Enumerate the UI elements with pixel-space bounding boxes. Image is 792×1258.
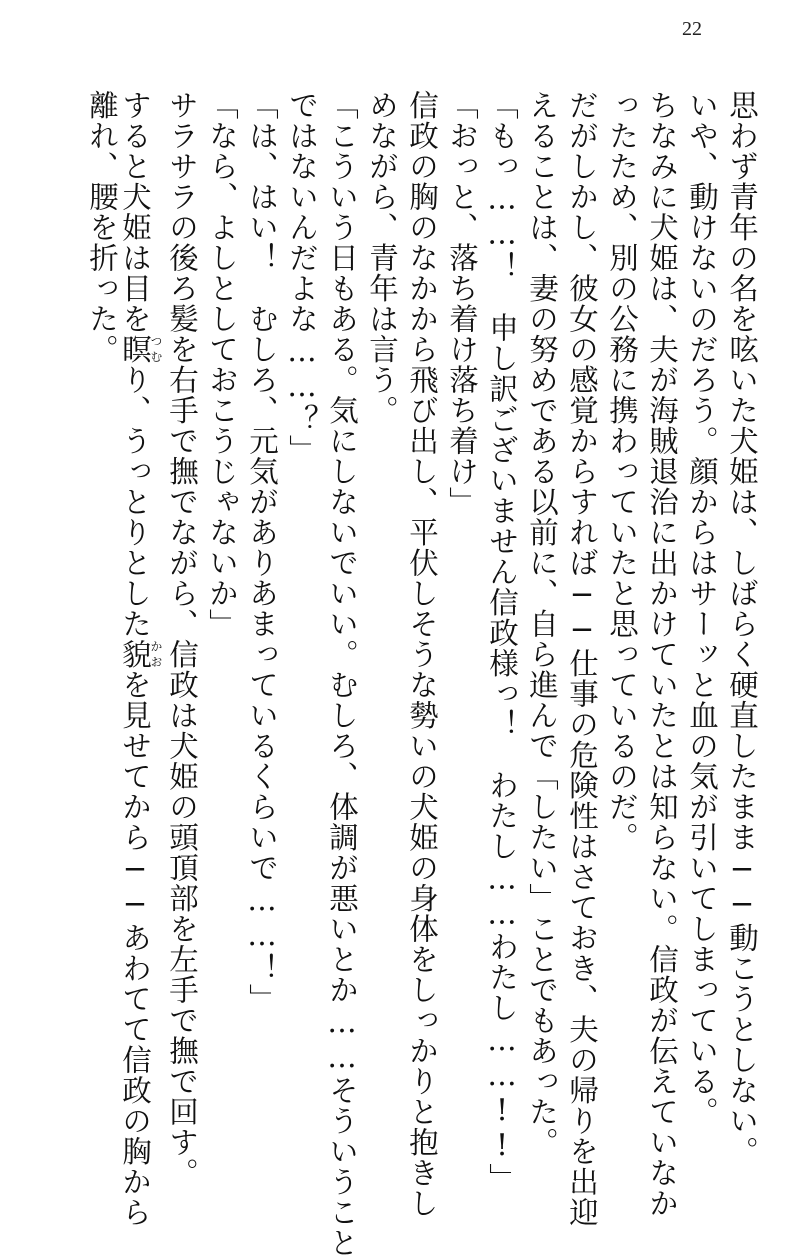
text-column: ではないんだよな……？」	[285, 90, 319, 465]
text-column: 思わず青年の名を呟いた犬姫は、しばらく硬直したまま──動こうとしない。	[725, 90, 759, 1167]
text-column: 「もっ……！ 申し訳ございません信政様っ！ わたし……わたし……!!」	[485, 90, 519, 1194]
text-column: いや、動けないのだろう。顔からはサーッと血の気が引いてしまっている。	[685, 90, 719, 1127]
text-column: 「こういう日もある。気にしないでいい。むしろ、体調が悪いとか……そういうこと	[325, 90, 359, 1258]
text-column: めながら、青年は言う。	[365, 90, 399, 426]
text-column: ちなみに犬姫は、夫が海賊退治に出かけていたとは知らない。信政が伝えていなか	[645, 90, 679, 1219]
text-column: えることは、妻の努めである以前に、自ら進んで「したい」ことでもあった。	[525, 90, 559, 1158]
text-column: すると犬姫は目を瞑つむり、うっとりとした貌かおを見せてから──あわてて信政の胸から	[118, 90, 163, 1228]
text-column: 「おっと、落ち着け落ち着け」	[445, 90, 479, 517]
text-column: サラサラの後ろ髪を右手で撫でながら、信政は犬姫の頭頂部を左手で撫で回す。	[165, 90, 199, 1188]
text-column: ったため、別の公務に携わっていたと思っているのだ。	[605, 90, 639, 853]
ruby-kao: 貌かお	[118, 639, 163, 670]
text-column: 「は、はい！ むしろ、元気がありあまっているくらいで……！」	[245, 90, 279, 1014]
ruby-tsumu: 瞑つむ	[118, 334, 163, 365]
page-number: 22	[682, 18, 702, 40]
text-column: 信政の胸のなかから飛び出し、平伏しそうな勢いの犬姫の身体をしっかりと抱きし	[405, 90, 439, 1219]
text-column: 「なら、よしとしておこうじゃないか」	[205, 90, 239, 639]
text-column: 離れ、腰を折った。	[85, 90, 119, 365]
text-column: だがしかし、彼女の感覚からすれば──仕事の危険性はさておき、夫の帰りを出迎	[565, 90, 599, 1228]
